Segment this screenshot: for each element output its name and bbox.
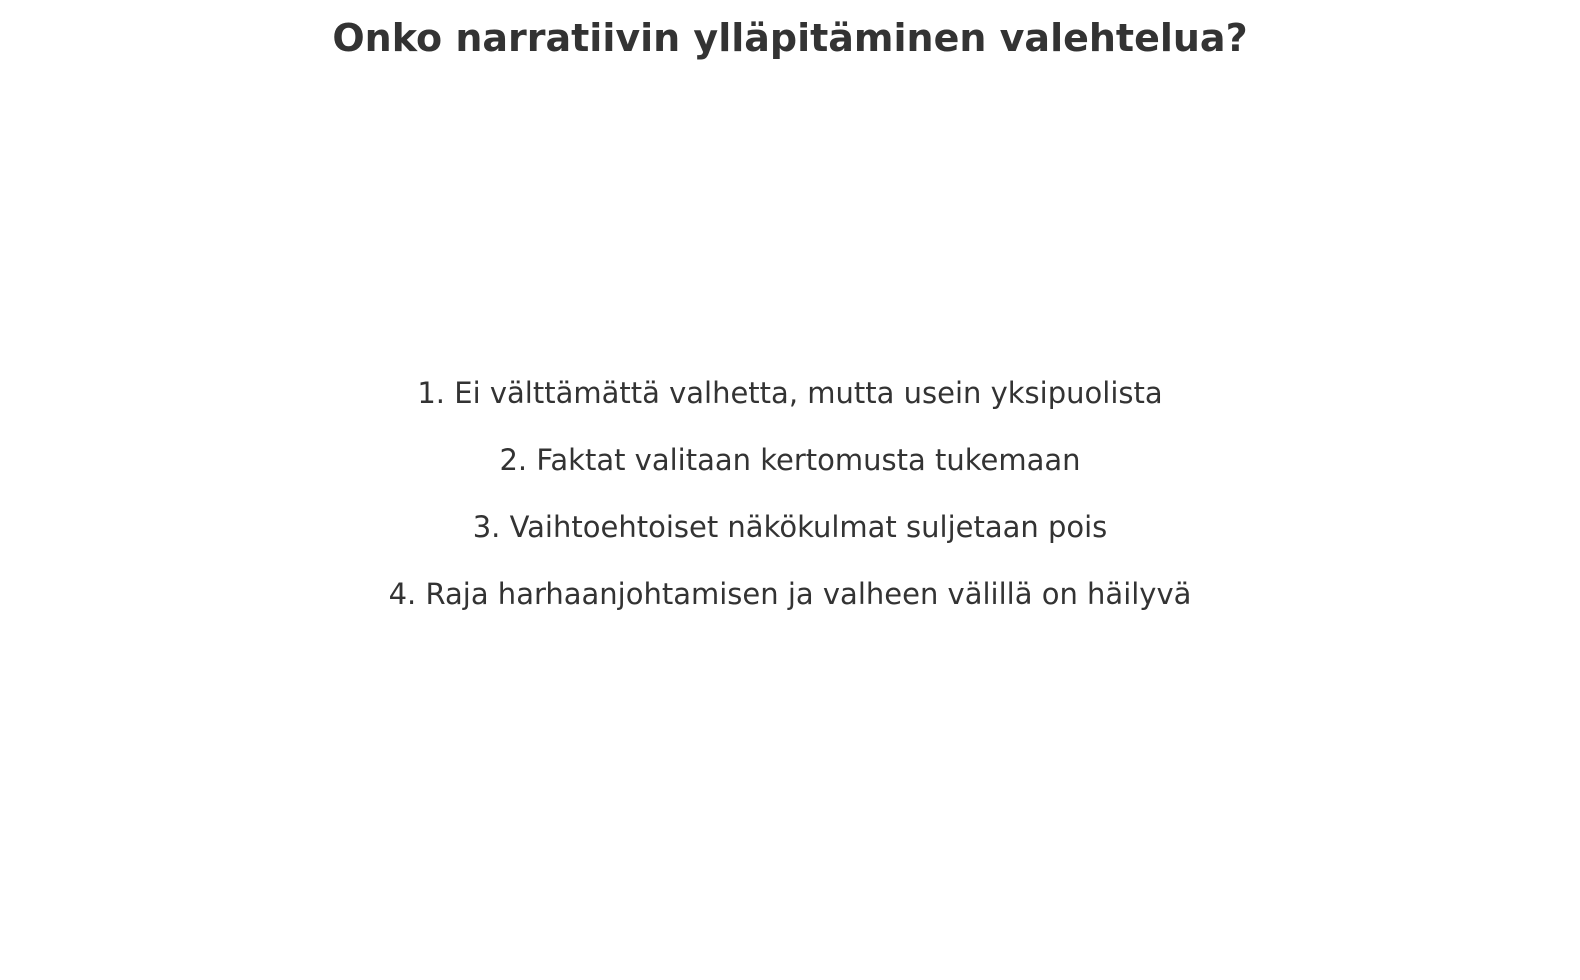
point-list	[380, 376, 1200, 611]
list-item: 1. Ei välttämättä valhetta, mutta usein yksipuolista	[417, 376, 1163, 410]
list-item: 2. Faktat valitaan kertomusta tukemaan	[499, 443, 1081, 477]
list-item: 3. Vaihtoehtoiset näkökulmat suljetaan pois	[472, 510, 1108, 544]
list-item: 4. Raja harhaanjohtamisen ja valheen välillä on häilyvä	[388, 577, 1192, 611]
slide-title: Onko narratiivin ylläpitäminen valehtelua?	[332, 16, 1248, 60]
